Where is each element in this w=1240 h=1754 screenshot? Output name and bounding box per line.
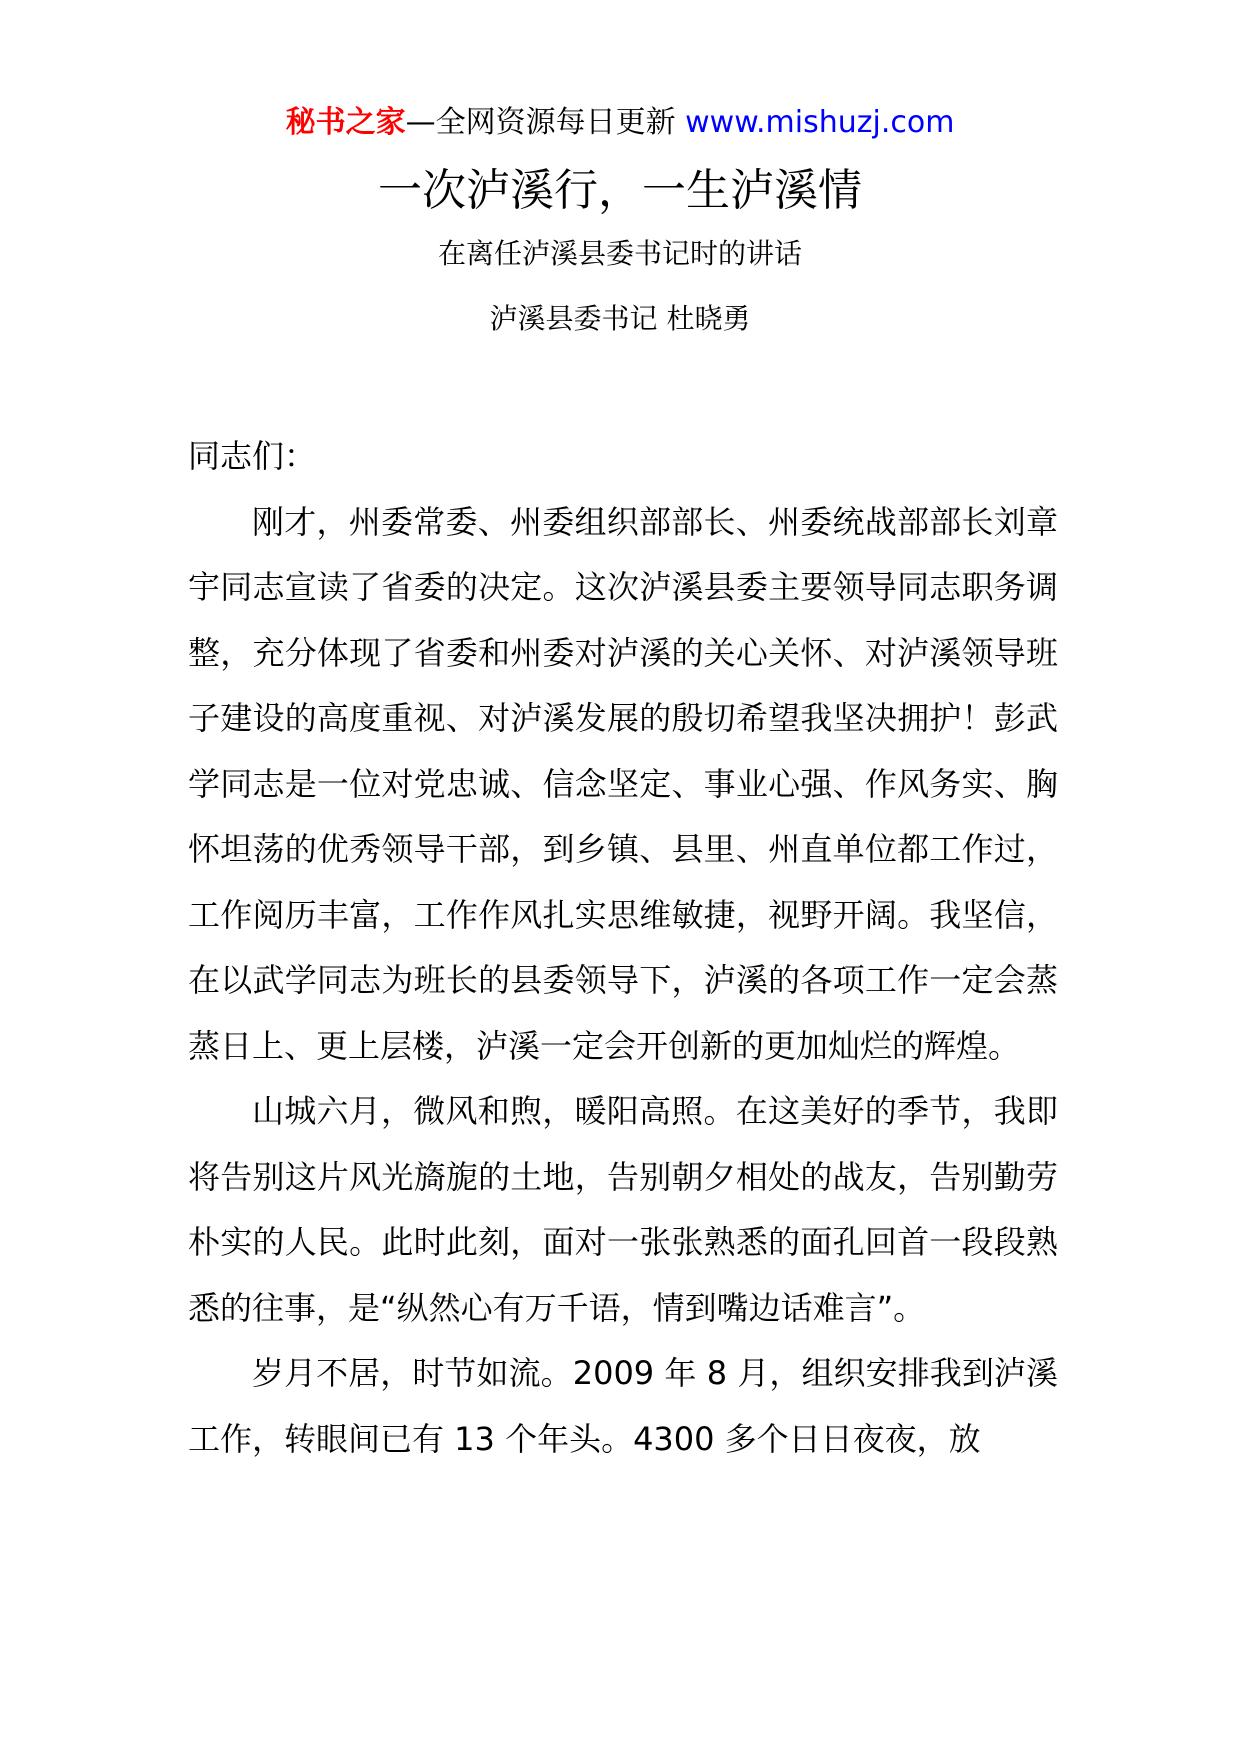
site-tagline: —全网资源每日更新 [405, 105, 686, 140]
body-paragraph: 山城六月，微风和煦，暖阳高照。在这美好的季节，我即将告别这片风光旖旎的土地，告别朝夕相处的战友，告别勤劳朴实的人民。此时此刻，面对一张张熟悉的面孔回首一段段熟悉的往事，是“纵然心有万千语，情到嘴边话难言”。 [188, 1092, 1058, 1327]
document-subtitle: 在离任泸溪县委书记时的讲话 [437, 237, 802, 270]
site-brand: 秘书之家 [285, 105, 406, 140]
body-paragraph: 刚才，州委常委、州委组织部部长、州委统战部部长刘章宇同志宣读了省委的决定。这次泸溪县委主要领导同志职务调整，充分体现了省委和州委对泸溪的关心关怀、对泸溪领导班子建设的高度重视、对泸溪发展的殷切希望我坚决拥护！彭武学同志是一位对党忠诚、信念坚定、事业心强、作风务实、胸怀坦荡的优秀领导干部，到乡镇、县里、州直单位都工作过，工作阅历丰富，工作作风扎实思维敏捷，视野开阔。我坚信，在以武学同志为班长的县委领导下，泸溪的各项工作一定会蒸蒸日上、更上层楼，泸溪一定会开创新的更加灿烂的辉煌。 [188, 502, 1058, 1065]
salutation: 同志们： [188, 437, 317, 475]
document-body [188, 424, 1058, 1472]
document-title: 一次泸溪行，一生泸溪情 [378, 165, 862, 216]
site-header [0, 100, 1240, 146]
site-url-link[interactable]: www.mishuzj.com [685, 105, 955, 140]
document-author: 泸溪县委书记 杜晓勇 [489, 302, 751, 335]
body-paragraph: 岁月不居，时节如流。2009 年 8 月，组织安排我到泸溪工作，转眼间已有 13 个年头。4300 多个日日夜夜，放 [188, 1354, 1058, 1458]
